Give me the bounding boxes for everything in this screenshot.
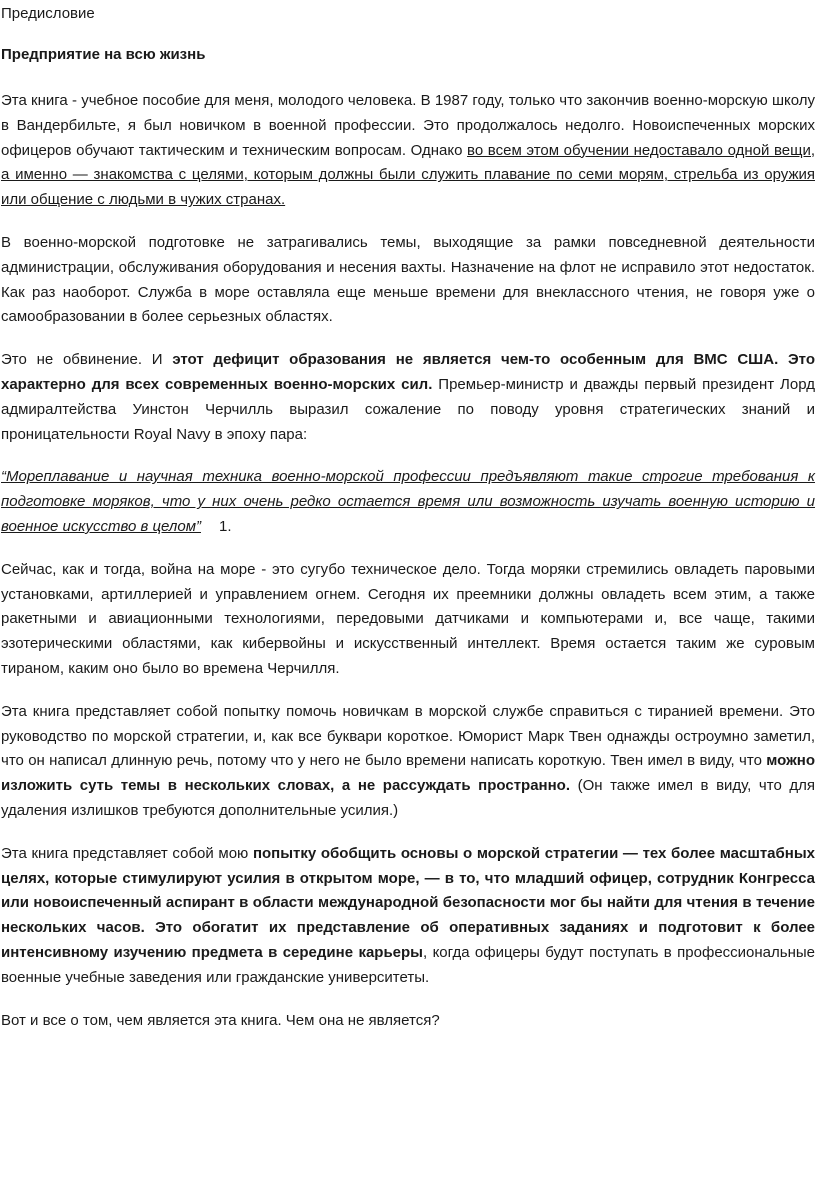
paragraph-6-intro: Эта книга представляет собой мою <box>1 844 253 862</box>
paragraph-2: В военно-морской подготовке не затрагивались темы, выходящие за рамки повседневной деятельности администрации, обслуживания оборудования и несения вахты. Назначение на флот не исправило этот недостаток. Как раз наоборот. Служба в море оставляла еще меньше времени для внеклассного чтения, не говоря уже о самообразовании в более серьезных областях. <box>1 233 815 326</box>
paragraph-3-rest: Премьер-министр и дважды первый президент Лорд адмиралтейства Уинстон Черчилль выразил сожаление по поводу уровня стратегических знаний и проницательности Royal Navy в эпоху пара: <box>1 375 815 443</box>
paragraph-6-rest: , когда офицеры будут поступать в профессиональные военные учебные заведения или гражданские университеты. <box>1 943 815 986</box>
paragraph-3-intro: Это не обвинение. И <box>1 351 173 369</box>
paragraph-1 <box>1 89 815 213</box>
paragraph-5-intro: Эта книга представляет собой попытку помочь новичкам в морской службе справиться с тиранией времени. Это руководство по морской стратегии, и, как все буквари короткое. Юморист Марк Твен однажды остроумно заметил, что он написал длинную речь, потому что у него не было времени написать короткую. Твен имел в виду, что <box>1 702 815 770</box>
churchill-quote <box>1 465 815 539</box>
paragraph-4: Сейчас, как и тогда, война на море - это сугубо техническое дело. Тогда моряки стремились овладеть паровыми установками, артиллерией и управлением огнем. Сегодня их преемники должны овладеть всем этим, а также ракетными и авиационными технологиями, передовыми датчиками и компьютерами и, все чаще, такими эзотерическими областями, как кибервойны и искусственный интеллект. Время остается таким же суровым тираном, каким оно было во времена Черчилля. <box>1 560 815 677</box>
paragraph-3-bold: этот дефицит образования не является чем-то особенным для ВМС США. Это характерно для всех современных военно-морских сил. <box>1 351 815 393</box>
quote-text: “Мореплавание и научная техника военно-морской профессии предъявляют такие строгие требования к подготовке моряков, что у них очень редко остается время или возможность изучать военную историю и военное искусство в целом” <box>1 468 815 535</box>
paragraph-6 <box>1 842 815 991</box>
paragraph-3 <box>1 348 815 447</box>
paragraph-5 <box>1 700 815 824</box>
paragraph-5-bold: можно изложить суть темы в нескольких словах, а не рассуждать пространно. <box>1 752 815 795</box>
paragraph-7: Вот и все о том, чем является эта книга. Чем она не является? <box>1 1011 440 1029</box>
paragraph-1-underlined: во всем этом обучении недоставало одной вещи, а именно — знакомства с целями, которым должны были служить плавание по семи морям, стрельба из оружия или общение с людьми в чужих странах. <box>1 141 815 209</box>
section-label: Предисловие <box>1 5 95 22</box>
chapter-title: Предприятие на всю жизнь <box>1 46 206 63</box>
paragraph-5-rest: (Он также имел в виду, что для удаления излишков требуются дополнительные усилия.) <box>1 777 815 819</box>
paragraph-1-text: Эта книга - учебное пособие для меня, молодого человека. В 1987 году, только что закончив военно-морскую школу в Вандербильте, я был новичком в военной профессии. Это продолжалось недолго. Новоиспеченных морских офицеров обучают тактическим и техническим вопросам. Однако <box>1 92 815 159</box>
paragraph-6-bold: попытку обобщить основы о морской стратегии — тех более масштабных целях, которые стимулируют усилия в открытом море, — в то, что младший офицер, сотрудник Конгресса или новоиспеченный аспирант в области международной безопасности мог бы найти для чтения в течение нескольких часов. Это обогатит их представление об оперативных заданиях и подготовит к более интенсивному изучению предмета в середине карьеры <box>1 844 815 961</box>
footnote-marker: 1. <box>218 517 232 535</box>
